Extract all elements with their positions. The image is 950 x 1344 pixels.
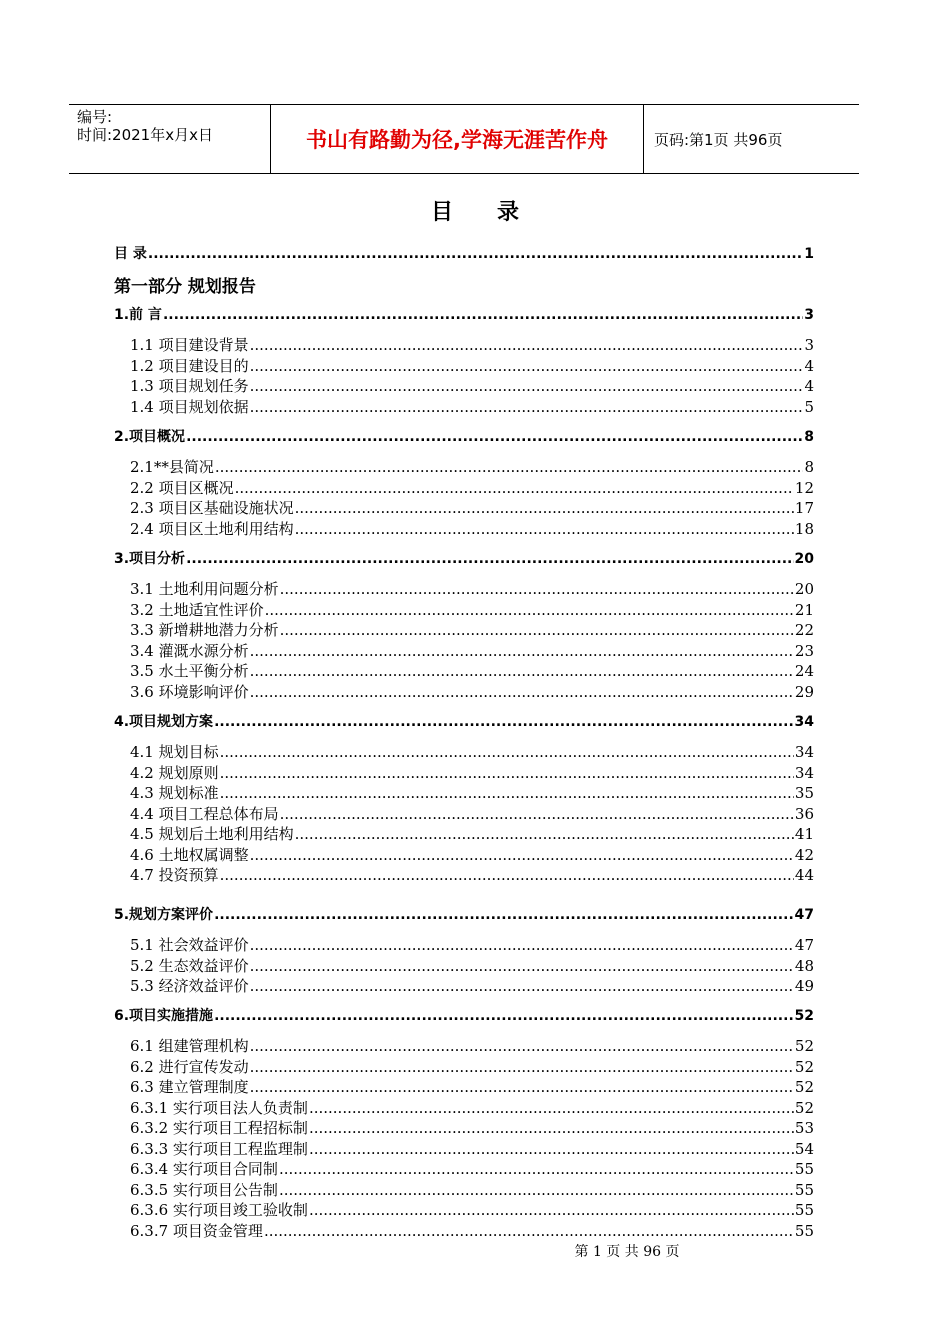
toc-entry-page: 24 <box>794 662 814 680</box>
toc-leader-dots <box>264 1222 794 1237</box>
toc-entry-section[interactable] <box>130 456 814 477</box>
toc-entry-page: 52 <box>794 1058 814 1076</box>
toc-leader-dots <box>280 621 794 636</box>
toc-entry-page: 1 <box>804 246 814 262</box>
toc-entry-title: 3.3 新增耕地潜力分析 <box>130 621 279 639</box>
toc-entry-page: 52 <box>794 1037 814 1055</box>
toc-entry-page: 54 <box>794 1140 814 1158</box>
toc-entry-section[interactable] <box>130 1076 814 1097</box>
toc-entry-chapter[interactable] <box>114 304 814 324</box>
toc-entry-page: 55 <box>794 1160 814 1178</box>
toc-entry-title: 6.3.3 实行项目工程监理制 <box>130 1140 308 1158</box>
toc-entry-page: 49 <box>794 977 814 995</box>
toc-entry-title: 1.2 项目建设目的 <box>130 357 249 375</box>
toc-leader-dots <box>250 977 794 992</box>
toc-entry-title: 6.3.2 实行项目工程招标制 <box>130 1119 308 1137</box>
toc-entry-page: 4 <box>804 357 814 375</box>
toc-entry-page: 12 <box>794 479 814 497</box>
toc-entry-title: 4.项目规划方案 <box>114 714 214 730</box>
toc-entry-page: 3 <box>804 336 814 354</box>
toc-entry-section[interactable] <box>130 934 814 955</box>
toc-title <box>0 195 950 226</box>
toc-entry-section[interactable] <box>130 477 814 498</box>
toc-entry-title: 目 录 <box>114 246 147 262</box>
toc-leader-dots <box>250 936 794 951</box>
toc-entry-title: 5.3 经济效益评价 <box>130 977 249 995</box>
toc-entry-title: 4.7 投资预算 <box>130 866 219 884</box>
toc-entry-title: 6.3.7 项目资金管理 <box>130 1222 263 1240</box>
toc-entry-section[interactable] <box>130 823 814 844</box>
toc-entry-page: 18 <box>794 520 814 538</box>
toc-entry-page: 35 <box>794 784 814 802</box>
toc-entry-section[interactable] <box>130 578 814 599</box>
toc-entry-section[interactable] <box>130 334 814 355</box>
toc-entry-title: 2.4 项目区土地利用结构 <box>130 520 294 538</box>
toc-leader-dots <box>214 907 793 921</box>
toc-entry-page: 34 <box>794 714 814 730</box>
toc-entry-section[interactable] <box>130 864 814 885</box>
toc-leader-dots <box>235 479 794 494</box>
toc-entry-section[interactable] <box>130 1097 814 1118</box>
toc-entry-title: 2.2 项目区概况 <box>130 479 234 497</box>
toc-entry-page: 8 <box>804 429 814 445</box>
toc-leader-dots <box>214 714 793 728</box>
toc-leader-dots <box>220 866 794 881</box>
toc-leader-dots <box>186 551 793 565</box>
toc-leader-dots <box>214 1008 793 1022</box>
toc-entry-section[interactable] <box>130 1158 814 1179</box>
toc-entry-title: 6.2 进行宣传发动 <box>130 1058 249 1076</box>
toc-leader-dots <box>250 377 804 392</box>
toc-entry-section[interactable] <box>130 975 814 996</box>
toc-entry-page: 8 <box>804 458 814 476</box>
toc-entry-page: 34 <box>794 764 814 782</box>
toc-leader-dots <box>280 805 794 820</box>
toc-entry-section[interactable] <box>130 1035 814 1056</box>
toc-entry-section[interactable] <box>130 1199 814 1220</box>
toc-entry-page: 42 <box>794 846 814 864</box>
toc-entry-page: 29 <box>794 683 814 701</box>
toc-leader-dots <box>250 1058 794 1073</box>
toc-entry-page: 55 <box>794 1181 814 1199</box>
toc-entry-title: 2.3 项目区基础设施状况 <box>130 499 294 517</box>
toc-entry-title: 6.3.4 实行项目合同制 <box>130 1160 278 1178</box>
toc-entry-page: 48 <box>794 957 814 975</box>
toc-leader-dots <box>220 784 794 799</box>
toc-entry-title: 4.5 规划后土地利用结构 <box>130 825 294 843</box>
toc-leader-dots <box>250 1037 794 1052</box>
toc-entry-section[interactable] <box>130 844 814 865</box>
toc-entry-title: 6.3.1 实行项目法人负责制 <box>130 1099 308 1117</box>
toc-entry-section[interactable] <box>130 782 814 803</box>
toc-leader-dots <box>186 429 803 443</box>
toc-leader-dots <box>250 398 804 413</box>
toc-leader-dots <box>309 1140 794 1155</box>
header-motto: 书山有路勤为径,学海无涯苦作舟 <box>270 105 644 173</box>
toc-leader-dots <box>250 846 794 861</box>
toc-entry-page: 23 <box>794 642 814 660</box>
toc-entry-title: 1.前 言 <box>114 307 162 323</box>
toc-entry-page: 36 <box>794 805 814 823</box>
toc-entry-page: 47 <box>794 936 814 954</box>
toc-entry-section[interactable] <box>130 640 814 661</box>
document-number-label: 编号: <box>77 108 113 126</box>
page-header <box>69 104 859 174</box>
toc-entry-title: 6.3.6 实行项目竣工验收制 <box>130 1201 308 1219</box>
toc-entry-section[interactable] <box>130 681 814 702</box>
toc-leader-dots <box>220 743 794 758</box>
toc-entry-chapter[interactable] <box>114 711 814 731</box>
toc-entry-section[interactable] <box>130 1179 814 1200</box>
toc-entry-title: 2.项目概况 <box>114 429 186 445</box>
toc-entry-section[interactable] <box>130 762 814 783</box>
toc-entry-page: 41 <box>794 825 814 843</box>
toc-title-char-2: 录 <box>497 200 520 225</box>
toc-entry-title: 1.3 项目规划任务 <box>130 377 249 395</box>
toc-entry-title: 3.2 土地适宜性评价 <box>130 601 264 619</box>
toc-leader-dots <box>309 1201 794 1216</box>
toc-entry-title: 3.6 环境影响评价 <box>130 683 249 701</box>
toc-leader-dots <box>309 1119 794 1134</box>
page-footer: 第 1 页 共 96 页 <box>574 1244 680 1260</box>
toc-entry-page: 55 <box>794 1201 814 1219</box>
toc-entry-chapter[interactable] <box>114 243 814 263</box>
toc-entry-page: 53 <box>794 1119 814 1137</box>
toc-entry-section[interactable] <box>130 1220 814 1241</box>
document-time-label: 时间:2021年x月x日 <box>77 126 213 144</box>
toc-leader-dots <box>250 683 794 698</box>
toc-entry-page: 4 <box>804 377 814 395</box>
toc-entry-title: 3.5 水土平衡分析 <box>130 662 249 680</box>
toc-leader-dots <box>280 580 794 595</box>
toc-leader-dots <box>215 458 804 473</box>
toc-entry-page: 52 <box>794 1099 814 1117</box>
toc-entry-title: 2.1**县简况 <box>130 458 214 476</box>
toc-entry-page: 5 <box>804 398 814 416</box>
toc-entry-title: 4.3 规划标准 <box>130 784 219 802</box>
toc-entry-page: 20 <box>794 580 814 598</box>
toc-leader-dots <box>250 662 794 677</box>
toc-entry-title: 6.项目实施措施 <box>114 1008 214 1024</box>
toc-entry-title: 5.1 社会效益评价 <box>130 936 249 954</box>
toc-entry-page: 22 <box>794 621 814 639</box>
toc-leader-dots <box>250 642 794 657</box>
toc-entry-chapter[interactable] <box>114 548 814 568</box>
toc-entry-title: 3.4 灌溉水源分析 <box>130 642 249 660</box>
toc-entry-page: 21 <box>794 601 814 619</box>
header-meta <box>77 105 272 176</box>
toc-entry-title: 4.1 规划目标 <box>130 743 219 761</box>
toc-leader-dots <box>265 601 794 616</box>
toc-leader-dots <box>279 1160 794 1175</box>
toc-entry-title: 6.3.5 实行项目公告制 <box>130 1181 278 1199</box>
toc-entry-page: 17 <box>794 499 814 517</box>
toc-entry-section[interactable] <box>130 355 814 376</box>
toc-entry-section[interactable] <box>130 803 814 824</box>
toc-entry-chapter[interactable] <box>114 426 814 446</box>
toc-entry-title: 3.1 土地利用问题分析 <box>130 580 279 598</box>
part-heading: 第一部分 规划报告 <box>114 277 256 297</box>
toc-entry-title: 4.2 规划原则 <box>130 764 219 782</box>
toc-entry-section[interactable] <box>130 497 814 518</box>
toc-entry-title: 4.6 土地权属调整 <box>130 846 249 864</box>
toc-entry-page: 52 <box>794 1008 814 1024</box>
toc-leader-dots <box>250 336 804 351</box>
toc-leader-dots <box>250 1078 794 1093</box>
toc-entry-title: 1.1 项目建设背景 <box>130 336 249 354</box>
toc-entry-chapter[interactable] <box>114 1005 814 1025</box>
toc-leader-dots <box>295 520 794 535</box>
toc-leader-dots <box>309 1099 794 1114</box>
toc-leader-dots <box>250 357 804 372</box>
toc-title-char-1: 目 <box>430 200 453 225</box>
toc-entry-page: 3 <box>804 307 814 323</box>
toc-leader-dots <box>148 246 803 260</box>
toc-entry-title: 6.1 组建管理机构 <box>130 1037 249 1055</box>
toc-entry-title: 6.3 建立管理制度 <box>130 1078 249 1096</box>
toc-leader-dots <box>295 499 794 514</box>
toc-entry-section[interactable] <box>130 396 814 417</box>
toc-entry-section[interactable] <box>130 518 814 539</box>
toc-entry-page: 52 <box>794 1078 814 1096</box>
toc-entry-page: 47 <box>794 907 814 923</box>
toc-entry-section[interactable] <box>130 1138 814 1159</box>
toc-entry-page: 34 <box>794 743 814 761</box>
toc-entry-title: 5.2 生态效益评价 <box>130 957 249 975</box>
toc-entry-section[interactable] <box>130 619 814 640</box>
toc-entry-section[interactable] <box>130 1056 814 1077</box>
toc-leader-dots <box>163 307 803 321</box>
toc-leader-dots <box>250 957 794 972</box>
toc-entry-page: 55 <box>794 1222 814 1240</box>
header-page-info: 页码:第1页 共96页 <box>654 130 783 149</box>
toc-entry-chapter[interactable] <box>114 904 814 924</box>
toc-entry-section[interactable] <box>130 1117 814 1138</box>
toc-entry-section[interactable] <box>130 741 814 762</box>
toc-leader-dots <box>279 1181 794 1196</box>
toc-entry-section[interactable] <box>130 660 814 681</box>
toc-leader-dots <box>295 825 794 840</box>
toc-entry-title: 4.4 项目工程总体布局 <box>130 805 279 823</box>
toc-entry-title: 5.规划方案评价 <box>114 907 214 923</box>
toc-entry-section[interactable] <box>130 599 814 620</box>
toc-entry-section[interactable] <box>130 955 814 976</box>
toc-entry-page: 44 <box>794 866 814 884</box>
toc-entry-page: 20 <box>794 551 814 567</box>
toc-entry-title: 1.4 项目规划依据 <box>130 398 249 416</box>
toc-entry-section[interactable] <box>130 375 814 396</box>
toc-entry-title: 3.项目分析 <box>114 551 186 567</box>
toc-leader-dots <box>220 764 794 779</box>
